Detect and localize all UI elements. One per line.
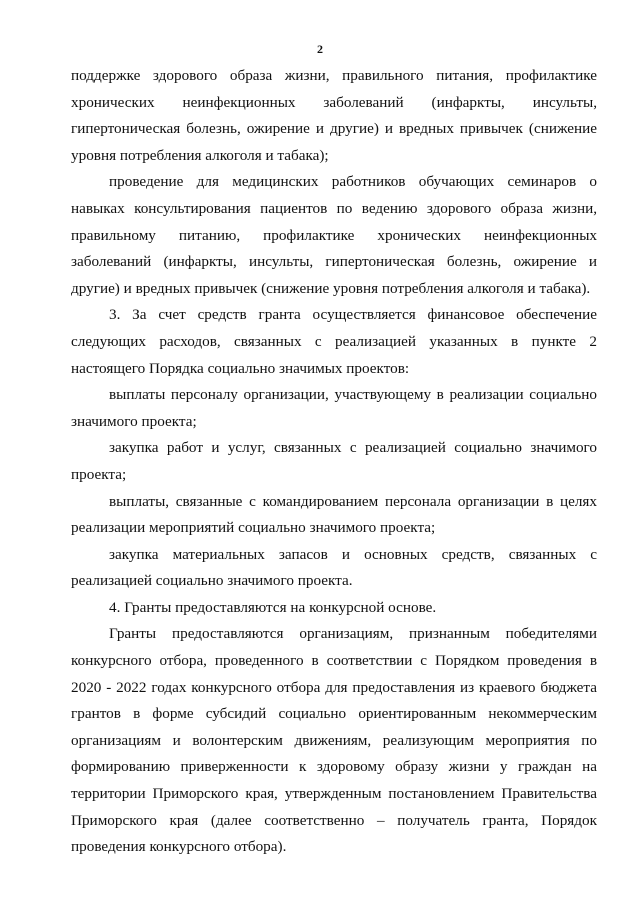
paragraph-continuation: поддержке здорового образа жизни, правильного питания, профилактике хронических неинфекционных заболеваний (инфаркты, инсульты, гипертоническая болезнь, ожирение и другие) и вредных привычек (снижение уровня потребления алкоголя и табака); bbox=[71, 67, 597, 164]
paragraph-item-4: 4. Гранты предоставляются на конкурсной основе. bbox=[109, 598, 437, 616]
paragraph-staff-payments: выплаты персоналу организации, участвующему в реализации социально значимого проекта; bbox=[71, 386, 597, 430]
paragraph-works-services: закупка работ и услуг, связанных с реализацией социально значимого проекта; bbox=[71, 439, 597, 483]
paragraph-materials: закупка материальных запасов и основных средств, связанных с реализацией социально значимого проекта. bbox=[71, 545, 597, 590]
paragraph-seminars: проведение для медицинских работников обучающих семинаров о навыках консультирования пациентов по ведению здорового образа жизни, правильному питанию, профилактике хронических неинфекционных заболеваний (инфаркты, инсульты, гипертоническая болезнь, ожирение и другие) и вредных привычек (снижение уровня потребления алкоголя и табака). bbox=[71, 173, 597, 297]
paragraph-grants-recipients: Гранты предоставляются организациям, признанным победителями конкурсного отбора, проведенного в соответствии с Порядком проведения в 2020 - 2022 годах конкурсного отбора для предоставления из краевого бюджета грантов в форме субсидий социально ориентированным некоммерческим организациям и волонтерским движениям, реализующим мероприятия по формированию приверженности к здоровому образу жизни у граждан на территории Приморского края, утвержденным постановлением Правительства Приморского края (далее соответственно – получатель гранта, Порядок проведения конкурсного отбора). bbox=[71, 625, 597, 856]
paragraph-business-trips: выплаты, связанные с командированием персонала организации в целях реализации мероприятий социально значимого проекта; bbox=[71, 492, 597, 537]
document-body bbox=[71, 63, 597, 861]
page-number: 2 bbox=[317, 42, 323, 56]
paragraph-item-3: 3. За счет средств гранта осуществляется финансовое обеспечение следующих расходов, связанных с реализацией указанных в пункте 2 настоящего Порядка социально значимых проектов: bbox=[71, 306, 597, 377]
